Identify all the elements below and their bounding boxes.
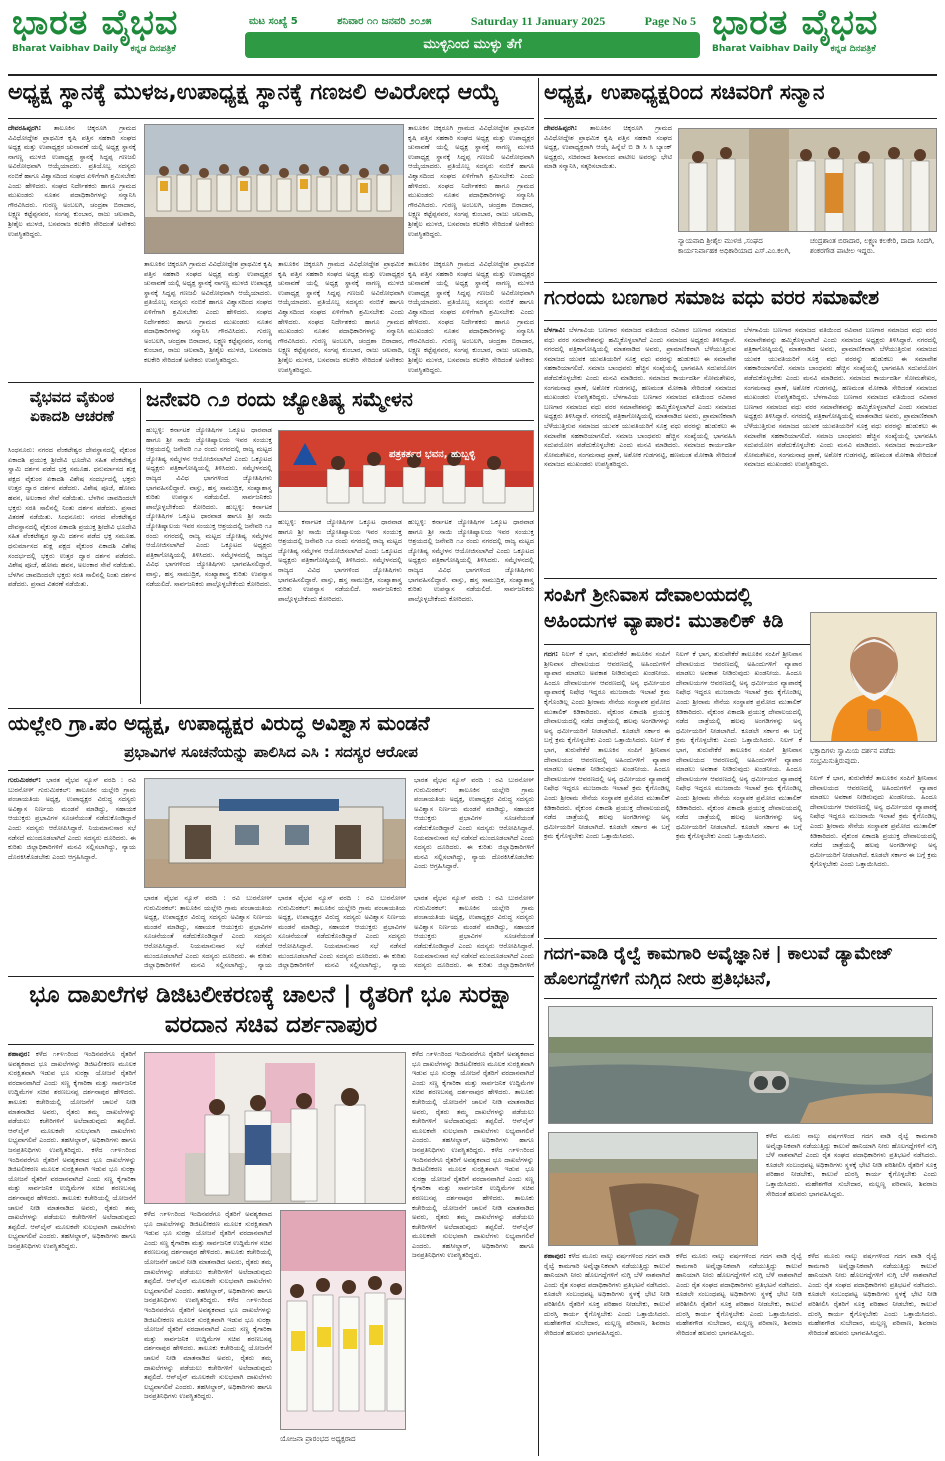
headline-rule: [146, 420, 534, 421]
issue-row: [245, 10, 700, 32]
felicitation-photo: [678, 128, 937, 232]
headline-rule: [8, 118, 534, 119]
headline-rule: [544, 320, 937, 321]
page-number: Page No 5: [644, 13, 696, 28]
body-column-3: [408, 124, 534, 254]
body-text: ಕಳೆದ ಮೂರು ನಾಲ್ಕು ವರ್ಷಗಳಿಂದ ಗದಗ ವಾಡಿ ರೈಲ್ವೆ ಕಾಮಗಾರಿ ಅವೈಜ್ಞಾನಿಕವಾಗಿ ನಡೆಯುತ್ತಿದ್ದು ಕಾಲುವೆ ಹಾನಿಯಾಗಿ ನೀರು ಹೊಲಗದ್ದೆಗಳಿಗೆ ನುಗ್ಗಿ ಬೆಳೆ ನಾಶವಾಗಿದೆ ಎಂದು ರೈತ ಸಂಘದ ಪದಾಧಿಕಾರಿಗಳು ಪ್ರತಿಭಟನೆ ನಡೆಸಿದರು. ಕೂಡಲೇ ಸಂಬಂಧಪಟ್ಟ ಅಧಿಕಾರಿಗಳು ಸ್ಥಳಕ್ಕೆ ಭೇಟಿ ನೀಡಿ ಪರಿಶೀಲಿಸಿ ರೈತರಿಗೆ ಸೂಕ್ತ ಪರಿಹಾರ ನೀಡಬೇಕು, ಕಾಲುವೆ ದುರಸ್ತಿ ಕಾರ್ಯ ಕೈಗೊಳ್ಳಬೇಕು ಎಂದು ಒತ್ತಾಯಿಸಿದರು. ಮಹೇಶಗೌಡ ಸುಬೇದಾರ, ಮಲ್ಲಣ್ಣ ಪರಿವಾಣ, ಶಿವರಾಜ ಸೇರಿದಂತೆ ಹಲವರು ಭಾಗವಹಿಸಿದ್ದರು.: [808, 1252, 937, 1337]
body-column-1: [8, 1050, 136, 1452]
body-column-2: [676, 650, 802, 930]
body-column-1: [544, 326, 736, 572]
body-column-2b: [278, 894, 406, 972]
body-column-3: [414, 776, 534, 888]
body-column: [544, 124, 672, 274]
masthead: [0, 0, 945, 72]
body-column-right-top: [766, 1132, 937, 1246]
body-text: ಕಳೆದ ೧೯೪೧ರಿಂದ ಇಂದಿನವರೆಗೂ ರೈತರಿಗೆ ಅವಶ್ಯಕವಾದ ಭೂ ದಾಖಲೆಗಳನ್ನು ಡಿಜಿಟಲೀಕರಣ ಮೂಲಕ ಸುರಕ್ಷಿತವಾಗಿ ಇಡುವ ಭೂ ಸುರಕ್ಷಾ ಯೋಜನೆ ರೈತರಿಗೆ ವರದಾನವಾಗಿದೆ ಎಂದು ಸಣ್ಣ ಕೈಗಾರಿಕಾ ಮತ್ತು ಸಾರ್ವಜನಿಕ ಉದ್ದಿಮೆಗಳ ಸಚಿವ ಶರಣಬಸಪ್ಪ ದರ್ಶನಾಪುರ ಹೇಳಿದರು. ತಾಲೂಕು ಕಚೇರಿಯಲ್ಲಿ ಯೋಜನೆಗೆ ಚಾಲನೆ ನೀಡಿ ಮಾತನಾಡಿದ ಅವರು, ರೈತರು ತಮ್ಮ ದಾಖಲೆಗಳನ್ನು ಪಡೆಯಲು ಕಚೇರಿಗಳಿಗೆ ಅಲೆದಾಡುವುದು ತಪ್ಪಲಿದೆ. ಆನ್‌ಲೈನ್ ಮೂಲಕವೇ ಸುಲಭವಾಗಿ ದಾಖಲೆಗಳು ಲಭ್ಯವಾಗಲಿವೆ ಎಂದರು. ತಹಸೀಲ್ದಾರ್, ಅಧಿಕಾರಿಗಳು ಹಾಗೂ ಜನಪ್ರತಿನಿಧಿಗಳು ಉಪಸ್ಥಿತರಿದ್ದರು.: [144, 1296, 272, 1401]
launch-illustration-1: [145, 1053, 406, 1204]
body-text: ಹುಬ್ಬಳ್ಳಿ: ಕರ್ನಾಟಕ ಜ್ಯೋತಿಷಿಗಳ ಒಕ್ಕೂಟ ಧಾರವಾಡ ಹಾಗೂ ಶ್ರೀ ಸಾಯಿ ಜ್ಯೋತಿಷ್ಯಾಲಯ ಇವರ ಸಂಯುಕ್ತ ಆಶ್ರಯದಲ್ಲಿ ಜನೇವರಿ ೧೨ ರಂದು ನಗರದಲ್ಲಿ ರಾಜ್ಯ ಮಟ್ಟದ ಜ್ಯೋತಿಷ್ಯ ಸಮ್ಮೇಳನ ಆಯೋಜಿಸಲಾಗಿದೆ ಎಂದು ಒಕ್ಕೂಟದ ಅಧ್ಯಕ್ಷರು ಪತ್ರಿಕಾಗೋಷ್ಠಿಯಲ್ಲಿ ತಿಳಿಸಿದರು. ಸಮ್ಮೇಳನದಲ್ಲಿ ರಾಜ್ಯದ ವಿವಿಧ ಭಾಗಗಳಿಂದ ಜ್ಯೋತಿಷಿಗಳು ಭಾಗವಹಿಸಲಿದ್ದಾರೆ. ವಾಸ್ತು, ಹಸ್ತ ಸಾಮುದ್ರಿಕ, ಸಂಖ್ಯಾಶಾಸ್ತ್ರ ಕುರಿತು ಉಪನ್ಯಾಸ ನಡೆಯಲಿದೆ. ಸಾರ್ವಜನಿಕರು ಪಾಲ್ಗೊಳ್ಳಬೇಕೆಂದು ಕೋರಿದರು.: [408, 518, 534, 603]
body-column-2a: [144, 894, 272, 972]
section-rule: [8, 382, 534, 383]
body-text: ಸಿಂಧನೂರು: ನಗರದ ವೆಂಕಟೇಶ್ವರ ದೇವಸ್ಥಾನದಲ್ಲಿ ವೈಕುಂಠ ಏಕಾದಶಿ ಪ್ರಯುಕ್ತ ಶ್ರೀದೇವಿ ಭೂದೇವಿ ಸಹಿತ ವೆಂಕಟೇಶ್ವರ ಸ್ವಾಮಿ ದರ್ಶನ ಪಡೆದ ಭಕ್ತ ಸಮೂಹ. ಧನುರ್ಮಾಸದ ಶುಕ್ಲ ಪಕ್ಷದ ವೈಕುಂಠ ಏಕಾದಶಿ ವಿಶೇಷ ಸಂದರ್ಭದಲ್ಲಿ ಭಕ್ತರು ಉತ್ತರ ದ್ವಾರ ದರ್ಶನ ಪಡೆದರು. ವಿಶೇಷ ಪೂಜೆ, ಹೋಮ ಹವನ, ಅಲಂಕಾರ ಸೇವೆ ನಡೆಯಿತು. ಬೆಳಗಿನ ಜಾವದಿಂದಲೇ ಭಕ್ತರು ಸರತಿ ಸಾಲಿನಲ್ಲಿ ನಿಂತು ದರ್ಶನ ಪಡೆದರು. ಪ್ರಸಾದ ವಿತರಣೆ ನಡೆಯಿತು.: [8, 513, 136, 589]
launch-illustration-2: [281, 1211, 406, 1430]
portrait-illustration: [811, 613, 937, 742]
logo-title: ಭಾರತ ವೈಭವ: [712, 2, 879, 43]
body-text: ತಾಲೂಕಿನ ಚಿಕ್ಕರೂಗಿ ಗ್ರಾಮದ ವಿವಿಧೋದ್ದೇಶ ಪ್ರಾಥಮಿಕ ಕೃಷಿ ಪತ್ತಿನ ಸಹಕಾರಿ ಸಂಘದ ಅಧ್ಯಕ್ಷ ಮತ್ತು ಉಪಾಧ್ಯಕ್ಷರ ಚುನಾವಣೆ ಯಲ್ಲಿ ಅಧ್ಯಕ್ಷ ಸ್ಥಾನಕ್ಕೆ ನಾಗಣ್ಣ ಮುಳಜಿ ಉಪಾಧ್ಯಕ್ಷ ಸ್ಥಾನಕ್ಕೆ ಸಿದ್ದಪ್ಪ ಗಣಜಲಿ ಅವಿರೋಧವಾಗಿ ಆಯ್ಕೆಯಾದರು. ಪ್ರತಿಯೊಬ್ಬ ಸದಸ್ಯರು ನಂಬಿಕೆ ಹಾಗೂ ವಿಶ್ವಾಸದಿಂದ ಸಂಘದ ಏಳಿಗೆಗಾಗಿ ಶ್ರಮಿಸಬೇಕು ಎಂದು ಹೇಳಿದರು. ಸಂಘದ ನಿರ್ದೇಶಕರು ಹಾಗೂ ಗ್ರಾಮದ ಮುಖಂಡರು ನೂತನ ಪದಾಧಿಕಾರಿಗಳನ್ನು ಸನ್ಮಾನಿಸಿ ಗೌರವಿಸಿದರು. ಗುರಣ್ಣ ಅಂಬಲಗಿ, ಚಂದ್ರಶಾ ಬಿರಾದಾರ, ಲಕ್ಷ್ಮಣ ಕಟ್ಟೆಪ್ಪನವರ, ಸಂಗಪ್ಪ ಕುಂಬಾರ, ರಾಜು ಚಲವಾದಿ, ಶ್ರೀಶೈಲ ಮುಳಜಿ, ಬಸವರಾಜ ಕಲಕೇರಿ ಸೇರಿದಂತೆ ಅನೇಕರು ಉಪಸ್ಥಿತರಿದ್ದರು.: [408, 260, 534, 374]
article-muthalik-statement: [544, 582, 937, 934]
dateline: ದೇವರಹಿಪ್ಪರಗಿ:: [8, 124, 42, 132]
body-column-2: [278, 518, 402, 702]
panchayat-building-photo: [144, 778, 406, 888]
photo-caption-right: ಚಂದ್ರಶಾಂತ ಬಿರಾದಾರ, ಲಕ್ಷ್ಮಣ ಕಲಕೇರಿ, ದಾದಾ ಸಿಂದಗಿ, ಶಂಕರಗೌಡ ಪಾಟೀಲ ಇದ್ದರು.: [810, 237, 935, 255]
column-divider: [538, 940, 539, 1456]
body-column: [8, 446, 136, 702]
body-column-3b: [414, 894, 534, 972]
dateline: ಗದಗ:: [544, 650, 559, 658]
flood-photo-2: [548, 1132, 758, 1246]
flood-illustration-2: [549, 1133, 758, 1246]
headline: ವೈಭವದ ವೈಕುಂಠ ಏಕಾದಶಿ ಆಚರಣೆ: [29, 388, 115, 425]
body-column-3: [408, 518, 534, 702]
article-matrimony-meet: [544, 286, 937, 576]
body-text: ಭಾರತ ವೈಭವ ನ್ಯೂಸ್ ವರದಿ : ರವಿ ಬುರನೋಳ್ ಗುರುಮಿಠಕಲ್: ತಾಲೂಕಿನ ಯಲ್ಲೇರಿ ಗ್ರಾಮ ಪಂಚಾಯತಿಯ ಅಧ್ಯಕ್ಷ, ಉಪಾಧ್ಯಕ್ಷರ ವಿರುದ್ಧ ಸದಸ್ಯರು ಅವಿಶ್ವಾಸ ನಿರ್ಣಯ ಮಂಡನೆ ಮಾಡಿದ್ದು, ಸಹಾಯಕ ಆಯುಕ್ತರು ಪ್ರಭಾವಿಗಳ ಸೂಚನೆಯಂತೆ ನಡೆದುಕೊಂಡಿದ್ದಾರೆ ಎಂದು ಸದಸ್ಯರು ಆರೋಪಿಸಿದ್ದಾರೆ. ನಿಯಮಾನುಸಾರ ಸಭೆ ನಡೆಸದೆ ಮುಂದೂಡಲಾಗಿದೆ ಎಂದು ಸದಸ್ಯರು ದೂರಿದರು. ಈ ಕುರಿತು ಜಿಲ್ಲಾಧಿಕಾರಿಗಳಿಗೆ ಮನವಿ ಸಲ್ಲಿಸಲಾಗಿದ್ದು, ನ್ಯಾಯ ದೊರಕಿಸಿಕೊಡಬೇಕು ಎಂದು ಆಗ್ರಹಿಸಿದ್ದಾರೆ.: [8, 776, 136, 861]
body-text: ನಿಲಗ್ ಕೆ ಭಾಗ, ತುರುವೇಕೆರೆ ತಾಲೂಕಿನ ಸಂಪಿಗೆ ಶ್ರೀನಿವಾಸ ದೇವಾಲಯದ ಆವರಣದಲ್ಲಿ ಅಹಿಂದುಗಳಿಗೆ ವ್ಯಾಪಾರ ಮಾಡಲು ಅವಕಾಶ ನೀಡಿರುವುದು ಖಂಡನೀಯ. ಹಿಂದೂ ದೇವಾಲಯಗಳ ಆವರಣದಲ್ಲಿ ಅನ್ಯ ಧರ್ಮೀಯರ ವ್ಯಾಪಾರಕ್ಕೆ ನಿಷೇಧ ಇದ್ದರೂ ಮುಜರಾಯಿ ಇಲಾಖೆ ಕ್ರಮ ಕೈಗೊಂಡಿಲ್ಲ ಎಂದು ಶ್ರೀರಾಮ ಸೇನೆಯ ಸಂಸ್ಥಾಪಕ ಪ್ರಮೋದ ಮುತಾಲಿಕ್ ಕಿಡಿಕಾರಿದರು. ವೈಕುಂಠ ಏಕಾದಶಿ ಪ್ರಯುಕ್ತ ದೇವಾಲಯದಲ್ಲಿ ನಡೆದ ಜಾತ್ರೆಯಲ್ಲಿ ಹಲವು ಅಂಗಡಿಗಳನ್ನು ಅನ್ಯ ಧರ್ಮೀಯರಿಗೆ ನೀಡಲಾಗಿದೆ. ಕೂಡಲೇ ಸರ್ಕಾರ ಈ ಬಗ್ಗೆ ಕ್ರಮ ಕೈಗೊಳ್ಳಬೇಕು ಎಂದು ಒತ್ತಾಯಿಸಿದರು.: [544, 650, 670, 745]
felicitation-illustration: [679, 129, 937, 232]
body-text: ಕಳೆದ ೧೯೪೧ರಿಂದ ಇಂದಿನವರೆಗೂ ರೈತರಿಗೆ ಅವಶ್ಯಕವಾದ ಭೂ ದಾಖಲೆಗಳನ್ನು ಡಿಜಿಟಲೀಕರಣ ಮೂಲಕ ಸುರಕ್ಷಿತವಾಗಿ ಇಡುವ ಭೂ ಸುರಕ್ಷಾ ಯೋಜನೆ ರೈತರಿಗೆ ವರದಾನವಾಗಿದೆ ಎಂದು ಸಣ್ಣ ಕೈಗಾರಿಕಾ ಮತ್ತು ಸಾರ್ವಜನಿಕ ಉದ್ದಿಮೆಗಳ ಸಚಿವ ಶರಣಬಸಪ್ಪ ದರ್ಶನಾಪುರ ಹೇಳಿದರು. ತಾಲೂಕು ಕಚೇರಿಯಲ್ಲಿ ಯೋಜನೆಗೆ ಚಾಲನೆ ನೀಡಿ ಮಾತನಾಡಿದ ಅವರು, ರೈತರು ತಮ್ಮ ದಾಖಲೆಗಳನ್ನು ಪಡೆಯಲು ಕಚೇರಿಗಳಿಗೆ ಅಲೆದಾಡುವುದು ತಪ್ಪಲಿದೆ. ಆನ್‌ಲೈನ್ ಮೂಲಕವೇ ಸುಲಭವಾಗಿ ದಾಖಲೆಗಳು ಲಭ್ಯವಾಗಲಿವೆ ಎಂದರು. ತಹಸೀಲ್ದಾರ್, ಅಧಿಕಾರಿಗಳು ಹಾಗೂ ಜನಪ್ರತಿನಿಧಿಗಳು ಉಪಸ್ಥಿತರಿದ್ದರು.: [412, 1050, 534, 1154]
body-column-2a: [144, 260, 272, 376]
group-photo-illustration: [145, 125, 404, 254]
body-text: ತಾಲೂಕಿನ ಚಿಕ್ಕರೂಗಿ ಗ್ರಾಮದ ವಿವಿಧೋದ್ದೇಶ ಪ್ರಾಥಮಿಕ ಕೃಷಿ ಪತ್ತಿನ ಸಹಕಾರಿ ಸಂಘದ ಅಧ್ಯಕ್ಷ ಮತ್ತು ಉಪಾಧ್ಯಕ್ಷರ ಚುನಾವಣೆ ಯಲ್ಲಿ ಅಧ್ಯಕ್ಷ ಸ್ಥಾನಕ್ಕೆ ನಾಗಣ್ಣ ಮುಳಜಿ ಉಪಾಧ್ಯಕ್ಷ ಸ್ಥಾನಕ್ಕೆ ಸಿದ್ದಪ್ಪ ಗಣಜಲಿ ಅವಿರೋಧವಾಗಿ ಆಯ್ಕೆಯಾದರು. ಪ್ರತಿಯೊಬ್ಬ ಸದಸ್ಯರು ನಂಬಿಕೆ ಹಾಗೂ ವಿಶ್ವಾಸದಿಂದ ಸಂಘದ ಏಳಿಗೆಗಾಗಿ ಶ್ರಮಿಸಬೇಕು ಎಂದು ಹೇಳಿದರು. ಸಂಘದ ನಿರ್ದೇಶಕರು ಹಾಗೂ ಗ್ರಾಮದ ಮುಖಂಡರು ನೂತನ ಪದಾಧಿಕಾರಿಗಳನ್ನು ಸನ್ಮಾನಿಸಿ ಗೌರವಿಸಿದರು. ಗುರಣ್ಣ ಅಂಬಲಗಿ, ಚಂದ್ರಶಾ ಬಿರಾದಾರ, ಲಕ್ಷ್ಮಣ ಕಟ್ಟೆಪ್ಪನವರ, ಸಂಗಪ್ಪ ಕುಂಬಾರ, ರಾಜು ಚಲವಾದಿ, ಶ್ರೀಶೈಲ ಮುಳಜಿ, ಬಸವರಾಜ ಕಲಕೇರಿ ಸೇರಿದಂತೆ ಅನೇಕರು ಉಪಸ್ಥಿತರಿದ್ದರು.: [278, 260, 404, 374]
body-text: ತಾಲೂಕಿನ ಚಿಕ್ಕರೂಗಿ ಗ್ರಾಮದ ವಿವಿಧೋದ್ದೇಶ ಪ್ರಾಥಮಿಕ ಕೃಷಿ ಪತ್ತಿನ ಸಹಕಾರಿ ಸಂಘದ ಅಧ್ಯಕ್ಷ, ಉಪಾಧ್ಯಕ್ಷರಾಗಿ ಆಯ್ಕೆ ಹಿನ್ನೆಲೆ ಬಿ ಡಿ ಸಿ ಸಿ ಬ್ಯಾಂಕ್ ಅಧ್ಯಕ್ಷರು, ಸಚಿವರಾದ ಶಿವಾನಂದ ಪಾಟೀಲ ಅವರನ್ನು ಭೇಟಿ ಮಾಡಿ ಸನ್ಮಾನಿಸಿ, ಸತ್ಕರಿಸಲಾಯಿತು.: [544, 124, 672, 171]
flood-illustration-1: [549, 1007, 933, 1124]
headline: ಗದಗ-ವಾಡಿ ರೈಲ್ವೆ ಕಾಮಗಾರಿ ಅವೈಜ್ಞಾನಿಕ | ಕಾಲುವೆ ಡ್ಯಾಮೇಜ್ ಹೊಲಗದ್ದೆಗಳಿಗೆ ನುಗ್ಗಿದ ನೀರು ಪ್ರತಿಭಟನೆ,: [544, 944, 894, 989]
headline: ಭೂ ದಾಖಲೆಗಳ ಡಿಜಿಟಲೀಕರಣಕ್ಕೆ ಚಾಲನೆ | ರೈತರಿಗೆ ಭೂ ಸುರಕ್ಷಾ ವರದಾನ ಸಚಿವ ದರ್ಶನಾಪುರ: [29, 982, 513, 1038]
body-text: ತಾಲೂಕಿನ ಚಿಕ್ಕರೂಗಿ ಗ್ರಾಮದ ವಿವಿಧೋದ್ದೇಶ ಪ್ರಾಥಮಿಕ ಕೃಷಿ ಪತ್ತಿನ ಸಹಕಾರಿ ಸಂಘದ ಅಧ್ಯಕ್ಷ ಮತ್ತು ಉಪಾಧ್ಯಕ್ಷರ ಚುನಾವಣೆ ಯಲ್ಲಿ ಅಧ್ಯಕ್ಷ ಸ್ಥಾನಕ್ಕೆ ನಾಗಣ್ಣ ಮುಳಜಿ ಉಪಾಧ್ಯಕ್ಷ ಸ್ಥಾನಕ್ಕೆ ಸಿದ್ದಪ್ಪ ಗಣಜಲಿ ಅವಿರೋಧವಾಗಿ ಆಯ್ಕೆಯಾದರು. ಪ್ರತಿಯೊಬ್ಬ ಸದಸ್ಯರು ನಂಬಿಕೆ ಹಾಗೂ ವಿಶ್ವಾಸದಿಂದ ಸಂಘದ ಏಳಿಗೆಗಾಗಿ ಶ್ರಮಿಸಬೇಕು ಎಂದು ಹೇಳಿದರು. ಸಂಘದ ನಿರ್ದೇಶಕರು ಹಾಗೂ ಗ್ರಾಮದ ಮುಖಂಡರು ನೂತನ ಪದಾಧಿಕಾರಿಗಳನ್ನು ಸನ್ಮಾನಿಸಿ ಗೌರವಿಸಿದರು. ಗುರಣ್ಣ ಅಂಬಲಗಿ, ಚಂದ್ರಶಾ ಬಿರಾದಾರ, ಲಕ್ಷ್ಮಣ ಕಟ್ಟೆಪ್ಪನವರ, ಸಂಗಪ್ಪ ಕುಂಬಾರ, ರಾಜು ಚಲವಾದಿ, ಶ್ರೀಶೈಲ ಮುಳಜಿ, ಬಸವರಾಜ ಕಲಕೇರಿ ಸೇರಿದಂತೆ ಅನೇಕರು ಉಪಸ್ಥಿತರಿದ್ದರು.: [8, 124, 136, 238]
section-rule: [8, 708, 534, 709]
photo-caption: ಭಕ್ತಾದಿಗಳು ಸ್ವಾಮಿಯ ದರ್ಶನ ಪಡೆದು ಸಂಭ್ರಮಿಸುತ್ತಿರುವುದು.: [810, 747, 896, 765]
logo-subtitle: [712, 44, 927, 54]
body-column-3b: [408, 260, 534, 376]
column-divider: [140, 388, 141, 704]
body-column-2: [144, 1210, 272, 1452]
dateline: ಗುರುಮಿಠಕಲ್:: [8, 776, 42, 784]
logo-sub-kn: ಕನ್ನಡ ದಿನಪತ್ರಿಕೆ: [130, 44, 176, 54]
body-column-3: [412, 1050, 534, 1452]
photo-banner-text: ಪತ್ರಕರ್ತರ ಭವನ, ಹುಬ್ಬಳ್ಳಿ: [389, 449, 476, 460]
body-text: ನಿಲಗ್ ಕೆ ಭಾಗ, ತುರುವೇಕೆರೆ ತಾಲೂಕಿನ ಸಂಪಿಗೆ ಶ್ರೀನಿವಾಸ ದೇವಾಲಯದ ಆವರಣದಲ್ಲಿ ಅಹಿಂದುಗಳಿಗೆ ವ್ಯಾಪಾರ ಮಾಡಲು ಅವಕಾಶ ನೀಡಿರುವುದು ಖಂಡನೀಯ. ಹಿಂದೂ ದೇವಾಲಯಗಳ ಆವರಣದಲ್ಲಿ ಅನ್ಯ ಧರ್ಮೀಯರ ವ್ಯಾಪಾರಕ್ಕೆ ನಿಷೇಧ ಇದ್ದರೂ ಮುಜರಾಯಿ ಇಲಾಖೆ ಕ್ರಮ ಕೈಗೊಂಡಿಲ್ಲ ಎಂದು ಶ್ರೀರಾಮ ಸೇನೆಯ ಸಂಸ್ಥಾಪಕ ಪ್ರಮೋದ ಮುತಾಲಿಕ್ ಕಿಡಿಕಾರಿದರು. ವೈಕುಂಠ ಏಕಾದಶಿ ಪ್ರಯುಕ್ತ ದೇವಾಲಯದಲ್ಲಿ ನಡೆದ ಜಾತ್ರೆಯಲ್ಲಿ ಹಲವು ಅಂಗಡಿಗಳನ್ನು ಅನ್ಯ ಧರ್ಮೀಯರಿಗೆ ನೀಡಲಾಗಿದೆ. ಕೂಡಲೇ ಸರ್ಕಾರ ಈ ಬಗ್ಗೆ ಕ್ರಮ ಕೈಗೊಳ್ಳಬೇಕು ಎಂದು ಒತ್ತಾಯಿಸಿದರು.: [544, 736, 670, 841]
muthalik-photo: [810, 612, 937, 742]
launch-photo-2: [280, 1210, 406, 1430]
body-text: ಕಳೆದ ಮೂರು ನಾಲ್ಕು ವರ್ಷಗಳಿಂದ ಗದಗ ವಾಡಿ ರೈಲ್ವೆ ಕಾಮಗಾರಿ ಅವೈಜ್ಞಾನಿಕವಾಗಿ ನಡೆಯುತ್ತಿದ್ದು ಕಾಲುವೆ ಹಾನಿಯಾಗಿ ನೀರು ಹೊಲಗದ್ದೆಗಳಿಗೆ ನುಗ್ಗಿ ಬೆಳೆ ನಾಶವಾಗಿದೆ ಎಂದು ರೈತ ಸಂಘದ ಪದಾಧಿಕಾರಿಗಳು ಪ್ರತಿಭಟನೆ ನಡೆಸಿದರು. ಕೂಡಲೇ ಸಂಬಂಧಪಟ್ಟ ಅಧಿಕಾರಿಗಳು ಸ್ಥಳಕ್ಕೆ ಭೇಟಿ ನೀಡಿ ಪರಿಶೀಲಿಸಿ ರೈತರಿಗೆ ಸೂಕ್ತ ಪರಿಹಾರ ನೀಡಬೇಕು, ಕಾಲುವೆ ದುರಸ್ತಿ ಕಾರ್ಯ ಕೈಗೊಳ್ಳಬೇಕು ಎಂದು ಒತ್ತಾಯಿಸಿದರು. ಮಹೇಶಗೌಡ ಸುಬೇದಾರ, ಮಲ್ಲಣ್ಣ ಪರಿವಾಣ, ಶಿವರಾಜ ಸೇರಿದಂತೆ ಹಲವರು ಭಾಗವಹಿಸಿದ್ದರು.: [676, 1252, 802, 1337]
body-column-3: [808, 1252, 937, 1452]
issue-band: [245, 10, 700, 68]
section-rule: [8, 976, 534, 977]
section-rule: [544, 282, 937, 283]
masthead-rule: [8, 74, 937, 76]
issue-number: ಮಟ ಸಂಖ್ಯೆ 5: [249, 15, 298, 27]
body-text: ಬೆಳಗಾವಿಯ ಬಣಗಾರ ಸಮಾಜದ ವತಿಯಿಂದ ರವಿವಾರ ಬಣಗಾರ ಸಮಾಜದ ವಧು ವರರ ಸಮಾವೇಶವನ್ನು ಹಮ್ಮಿಕೊಳ್ಳಲಾಗಿದೆ ಎಂದು ಸಮಾಜದ ಅಧ್ಯಕ್ಷರು ತಿಳಿಸಿದ್ದಾರೆ. ನಗರದಲ್ಲಿ ಪತ್ರಿಕಾಗೋಷ್ಠಿಯಲ್ಲಿ ಮಾತನಾಡಿದ ಅವರು, ಪ್ರಾಮಾಣಿಕವಾಗಿ ಬೆಳೆಯುತ್ತಿರುವ ಸಮಾಜದ ಯುವಕ ಯುವತಿಯರಿಗೆ ಸೂಕ್ತ ವಧು ವರರನ್ನು ಹುಡುಕಲು ಈ ಸಮಾವೇಶ ಸಹಕಾರಿಯಾಗಲಿದೆ. ಸಮಾಜ ಬಾಂಧವರು ಹೆಚ್ಚಿನ ಸಂಖ್ಯೆಯಲ್ಲಿ ಭಾಗವಹಿಸಿ ಸದುಪಯೋಗ ಪಡೆದುಕೊಳ್ಳಬೇಕು ಎಂದು ಮನವಿ ಮಾಡಿದರು. ಸಮಾಜದ ಕಾರ್ಯದರ್ಶಿ ಸೋಮಶೇಖರ, ಸಂಗಮನಾಥ ಪ್ರಾಣೆ, ಅಶೋಕ ಗುಡಗನಟ್ಟಿ, ಹಣಮಂತ ಮೋಕಾಶಿ ಸೇರಿದಂತೆ ಸಮಾಜದ ಮುಖಂಡರು ಉಪಸ್ಥಿತರಿದ್ದರು.: [744, 393, 937, 469]
logo-title: ಭಾರತ ವೈಭವ: [12, 2, 179, 43]
body-column-2b: [278, 260, 404, 376]
body-text: ಕಳೆದ ಮೂರು ನಾಲ್ಕು ವರ್ಷಗಳಿಂದ ಗದಗ ವಾಡಿ ರೈಲ್ವೆ ಕಾಮಗಾರಿ ಅವೈಜ್ಞಾನಿಕವಾಗಿ ನಡೆಯುತ್ತಿದ್ದು ಕಾಲುವೆ ಹಾನಿಯಾಗಿ ನೀರು ಹೊಲಗದ್ದೆಗಳಿಗೆ ನುಗ್ಗಿ ಬೆಳೆ ನಾಶವಾಗಿದೆ ಎಂದು ರೈತ ಸಂಘದ ಪದಾಧಿಕಾರಿಗಳು ಪ್ರತಿಭಟನೆ ನಡೆಸಿದರು. ಕೂಡಲೇ ಸಂಬಂಧಪಟ್ಟ ಅಧಿಕಾರಿಗಳು ಸ್ಥಳಕ್ಕೆ ಭೇಟಿ ನೀಡಿ ಪರಿಶೀಲಿಸಿ ರೈತರಿಗೆ ಸೂಕ್ತ ಪರಿಹಾರ ನೀಡಬೇಕು, ಕಾಲುವೆ ದುರಸ್ತಿ ಕಾರ್ಯ ಕೈಗೊಳ್ಳಬೇಕು ಎಂದು ಒತ್ತಾಯಿಸಿದರು. ಮಹೇಶಗೌಡ ಸುಬೇದಾರ, ಮಲ್ಲಣ್ಣ ಪರಿವಾಣ, ಶಿವರಾಜ ಸೇರಿದಂತೆ ಹಲವರು ಭಾಗವಹಿಸಿದ್ದರು.: [544, 1252, 670, 1337]
logo-sub-kn: ಕನ್ನಡ ದಿನಪತ್ರಿಕೆ: [830, 44, 876, 54]
article-vaikuntha-ekadashi: [8, 388, 136, 706]
subheadline: ಪ್ರಭಾವಿಗಳ ಸೂಚನೆಯನ್ನು ಪಾಲಿಸಿದ ಎಸಿ : ಸದಸ್ಯರ ಆರೋಪ: [124, 744, 418, 761]
body-text: ಕಳೆದ ೧೯೪೧ರಿಂದ ಇಂದಿನವರೆಗೂ ರೈತರಿಗೆ ಅವಶ್ಯಕವಾದ ಭೂ ದಾಖಲೆಗಳನ್ನು ಡಿಜಿಟಲೀಕರಣ ಮೂಲಕ ಸುರಕ್ಷಿತವಾಗಿ ಇಡುವ ಭೂ ಸುರಕ್ಷಾ ಯೋಜನೆ ರೈತರಿಗೆ ವರದಾನವಾಗಿದೆ ಎಂದು ಸಣ್ಣ ಕೈಗಾರಿಕಾ ಮತ್ತು ಸಾರ್ವಜನಿಕ ಉದ್ದಿಮೆಗಳ ಸಚಿವ ಶರಣಬಸಪ್ಪ ದರ್ಶನಾಪುರ ಹೇಳಿದರು. ತಾಲೂಕು ಕಚೇರಿಯಲ್ಲಿ ಯೋಜನೆಗೆ ಚಾಲನೆ ನೀಡಿ ಮಾತನಾಡಿದ ಅವರು, ರೈತರು ತಮ್ಮ ದಾಖಲೆಗಳನ್ನು ಪಡೆಯಲು ಕಚೇರಿಗಳಿಗೆ ಅಲೆದಾಡುವುದು ತಪ್ಪಲಿದೆ. ಆನ್‌ಲೈನ್ ಮೂಲಕವೇ ಸುಲಭವಾಗಿ ದಾಖಲೆಗಳು ಲಭ್ಯವಾಗಲಿವೆ ಎಂದರು. ತಹಸೀಲ್ದಾರ್, ಅಧಿಕಾರಿಗಳು ಹಾಗೂ ಜನಪ್ರತಿನಿಧಿಗಳು ಉಪಸ್ಥಿತರಿದ್ದರು.: [8, 1145, 136, 1250]
headline: ಗ೧ರಂದು ಬಣಗಾರ ಸಮಾಜ ವಧು ವರರ ಸಮಾವೇಶ: [544, 286, 880, 309]
tagline: ಮುಳ್ಳಿನಿಂದ ಮುಳ್ಳು ತೆಗೆ: [245, 32, 700, 58]
headline-rule: [8, 1044, 534, 1045]
body-column-2: [744, 326, 937, 572]
body-text: ಭಾರತ ವೈಭವ ನ್ಯೂಸ್ ವರದಿ : ರವಿ ಬುರನೋಳ್ ಗುರುಮಿಠಕಲ್: ತಾಲೂಕಿನ ಯಲ್ಲೇರಿ ಗ್ರಾಮ ಪಂಚಾಯತಿಯ ಅಧ್ಯಕ್ಷ, ಉಪಾಧ್ಯಕ್ಷರ ವಿರುದ್ಧ ಸದಸ್ಯರು ಅವಿಶ್ವಾಸ ನಿರ್ಣಯ ಮಂಡನೆ ಮಾಡಿದ್ದು, ಸಹಾಯಕ ಆಯುಕ್ತರು ಪ್ರಭಾವಿಗಳ ಸೂಚನೆಯಂತೆ ನಡೆದುಕೊಂಡಿದ್ದಾರೆ ಎಂದು ಸದಸ್ಯರು ಆರೋಪಿಸಿದ್ದಾರೆ. ನಿಯಮಾನುಸಾರ ಸಭೆ ನಡೆಸದೆ ಮುಂದೂಡಲಾಗಿದೆ ಎಂದು ಸದಸ್ಯರು ದೂರಿದರು. ಈ ಕುರಿತು ಜಿಲ್ಲಾಧಿಕಾರಿಗಳಿಗೆ ಮನವಿ ಸಲ್ಲಿಸಲಾಗಿದ್ದು, ನ್ಯಾಯ ದೊರಕಿಸಿಕೊಡಬೇಕು ಎಂದು ಆಗ್ರಹಿಸಿದ್ದಾರೆ.: [414, 776, 534, 871]
press-meet-photo: [278, 430, 534, 512]
article-president-election: [8, 80, 534, 380]
article-minister-felicitation: [544, 80, 937, 280]
headline: ಅಧ್ಯಕ್ಷ ಸ್ಥಾನಕ್ಕೆ ಮುಳಜ,ಉಪಾಧ್ಯಕ್ಷ ಸ್ಥಾನಕ್ಕೆ ಗಣಜಲಿ ಅವಿರೋಧ ಆಯ್ಕೆ: [8, 80, 499, 105]
logo-sub-en: Bharat Vaibhav Daily: [712, 44, 819, 54]
body-text: ಕಳೆದ ೧೯೪೧ರಿಂದ ಇಂದಿನವರೆಗೂ ರೈತರಿಗೆ ಅವಶ್ಯಕವಾದ ಭೂ ದಾಖಲೆಗಳನ್ನು ಡಿಜಿಟಲೀಕರಣ ಮೂಲಕ ಸುರಕ್ಷಿತವಾಗಿ ಇಡುವ ಭೂ ಸುರಕ್ಷಾ ಯೋಜನೆ ರೈತರಿಗೆ ವರದಾನವಾಗಿದೆ ಎಂದು ಸಣ್ಣ ಕೈಗಾರಿಕಾ ಮತ್ತು ಸಾರ್ವಜನಿಕ ಉದ್ದಿಮೆಗಳ ಸಚಿವ ಶರಣಬಸಪ್ಪ ದರ್ಶನಾಪುರ ಹೇಳಿದರು. ತಾಲೂಕು ಕಚೇರಿಯಲ್ಲಿ ಯೋಜನೆಗೆ ಚಾಲನೆ ನೀಡಿ ಮಾತನಾಡಿದ ಅವರು, ರೈತರು ತಮ್ಮ ದಾಖಲೆಗಳನ್ನು ಪಡೆಯಲು ಕಚೇರಿಗಳಿಗೆ ಅಲೆದಾಡುವುದು ತಪ್ಪಲಿದೆ. ಆನ್‌ಲೈನ್ ಮೂಲಕವೇ ಸುಲಭವಾಗಿ ದಾಖಲೆಗಳು ಲಭ್ಯವಾಗಲಿವೆ ಎಂದರು. ತಹಸೀಲ್ದಾರ್, ಅಧಿಕಾರಿಗಳು ಹಾಗೂ ಜನಪ್ರತಿನಿಧಿಗಳು ಉಪಸ್ಥಿತರಿದ್ದರು.: [144, 1210, 272, 1305]
body-text: ಭಾರತ ವೈಭವ ನ್ಯೂಸ್ ವರದಿ : ರವಿ ಬುರನೋಳ್ ಗುರುಮಿಠಕಲ್: ತಾಲೂಕಿನ ಯಲ್ಲೇರಿ ಗ್ರಾಮ ಪಂಚಾಯತಿಯ ಅಧ್ಯಕ್ಷ, ಉಪಾಧ್ಯಕ್ಷರ ವಿರುದ್ಧ ಸದಸ್ಯರು ಅವಿಶ್ವಾಸ ನಿರ್ಣಯ ಮಂಡನೆ ಮಾಡಿದ್ದು, ಸಹಾಯಕ ಆಯುಕ್ತರು ಪ್ರಭಾವಿಗಳ ಸೂಚನೆಯಂತೆ ನಡೆದುಕೊಂಡಿದ್ದಾರೆ ಎಂದು ಸದಸ್ಯರು ಆರೋಪಿಸಿದ್ದಾರೆ. ನಿಯಮಾನುಸಾರ ಸಭೆ ನಡೆಸದೆ ಮುಂದೂಡಲಾಗಿದೆ ಎಂದು ಸದಸ್ಯರು ದೂರಿದರು. ಈ ಕುರಿತು ಜಿಲ್ಲಾಧಿಕಾರಿಗಳಿಗೆ ಮನವಿ ಸಲ್ಲಿಸಲಾಗಿದ್ದು, ನ್ಯಾಯ: [278, 894, 406, 970]
body-text: ಸಿಂಧನೂರು: ನಗರದ ವೆಂಕಟೇಶ್ವರ ದೇವಸ್ಥಾನದಲ್ಲಿ ವೈಕುಂಠ ಏಕಾದಶಿ ಪ್ರಯುಕ್ತ ಶ್ರೀದೇವಿ ಭೂದೇವಿ ಸಹಿತ ವೆಂಕಟೇಶ್ವರ ಸ್ವಾಮಿ ದರ್ಶನ ಪಡೆದ ಭಕ್ತ ಸಮೂಹ. ಧನುರ್ಮಾಸದ ಶುಕ್ಲ ಪಕ್ಷದ ವೈಕುಂಠ ಏಕಾದಶಿ ವಿಶೇಷ ಸಂದರ್ಭದಲ್ಲಿ ಭಕ್ತರು ಉತ್ತರ ದ್ವಾರ ದರ್ಶನ ಪಡೆದರು. ವಿಶೇಷ ಪೂಜೆ, ಹೋಮ ಹವನ, ಅಲಂಕಾರ ಸೇವೆ ನಡೆಯಿತು. ಬೆಳಗಿನ ಜಾವದಿಂದಲೇ ಭಕ್ತರು ಸರತಿ ಸಾಲಿನಲ್ಲಿ ನಿಂತು ದರ್ಶನ ಪಡೆದರು. ಪ್ರಸಾದ ವಿತರಣೆ ನಡೆಯಿತು.: [8, 446, 136, 522]
body-text: ನಿಲಗ್ ಕೆ ಭಾಗ, ತುರುವೇಕೆರೆ ತಾಲೂಕಿನ ಸಂಪಿಗೆ ಶ್ರೀನಿವಾಸ ದೇವಾಲಯದ ಆವರಣದಲ್ಲಿ ಅಹಿಂದುಗಳಿಗೆ ವ್ಯಾಪಾರ ಮಾಡಲು ಅವಕಾಶ ನೀಡಿರುವುದು ಖಂಡನೀಯ. ಹಿಂದೂ ದೇವಾಲಯಗಳ ಆವರಣದಲ್ಲಿ ಅನ್ಯ ಧರ್ಮೀಯರ ವ್ಯಾಪಾರಕ್ಕೆ ನಿಷೇಧ ಇದ್ದರೂ ಮುಜರಾಯಿ ಇಲಾಖೆ ಕ್ರಮ ಕೈಗೊಂಡಿಲ್ಲ ಎಂದು ಶ್ರೀರಾಮ ಸೇನೆಯ ಸಂಸ್ಥಾಪಕ ಪ್ರಮೋದ ಮುತಾಲಿಕ್ ಕಿಡಿಕಾರಿದರು. ವೈಕುಂಠ ಏಕಾದಶಿ ಪ್ರಯುಕ್ತ ದೇವಾಲಯದಲ್ಲಿ ನಡೆದ ಜಾತ್ರೆಯಲ್ಲಿ ಹಲವು ಅಂಗಡಿಗಳನ್ನು ಅನ್ಯ ಧರ್ಮೀಯರಿಗೆ ನೀಡಲಾಗಿದೆ. ಕೂಡಲೇ ಸರ್ಕಾರ ಈ ಬಗ್ಗೆ ಕ್ರಮ ಕೈಗೊಳ್ಳಬೇಕು ಎಂದು ಒತ್ತಾಯಿಸಿದರು.: [676, 736, 802, 841]
body-column-2: [676, 1252, 802, 1452]
headline: ಸಂಪಿಗೆ ಶ್ರೀನಿವಾಸ ದೇವಾಲಯದಲ್ಲಿ ಅಹಿಂದುಗಳ ವ್ಯಾಪಾರ: ಮುತಾಲಿಕ್ ಕಿಡಿ: [544, 584, 784, 632]
body-text: ತಾಲೂಕಿನ ಚಿಕ್ಕರೂಗಿ ಗ್ರಾಮದ ವಿವಿಧೋದ್ದೇಶ ಪ್ರಾಥಮಿಕ ಕೃಷಿ ಪತ್ತಿನ ಸಹಕಾರಿ ಸಂಘದ ಅಧ್ಯಕ್ಷ ಮತ್ತು ಉಪಾಧ್ಯಕ್ಷರ ಚುನಾವಣೆ ಯಲ್ಲಿ ಅಧ್ಯಕ್ಷ ಸ್ಥಾನಕ್ಕೆ ನಾಗಣ್ಣ ಮುಳಜಿ ಉಪಾಧ್ಯಕ್ಷ ಸ್ಥಾನಕ್ಕೆ ಸಿದ್ದಪ್ಪ ಗಣಜಲಿ ಅವಿರೋಧವಾಗಿ ಆಯ್ಕೆಯಾದರು. ಪ್ರತಿಯೊಬ್ಬ ಸದಸ್ಯರು ನಂಬಿಕೆ ಹಾಗೂ ವಿಶ್ವಾಸದಿಂದ ಸಂಘದ ಏಳಿಗೆಗಾಗಿ ಶ್ರಮಿಸಬೇಕು ಎಂದು ಹೇಳಿದರು. ಸಂಘದ ನಿರ್ದೇಶಕರು ಹಾಗೂ ಗ್ರಾಮದ ಮುಖಂಡರು ನೂತನ ಪದಾಧಿಕಾರಿಗಳನ್ನು ಸನ್ಮಾನಿಸಿ ಗೌರವಿಸಿದರು. ಗುರಣ್ಣ ಅಂಬಲಗಿ, ಚಂದ್ರಶಾ ಬಿರಾದಾರ, ಲಕ್ಷ್ಮಣ ಕಟ್ಟೆಪ್ಪನವರ, ಸಂಗಪ್ಪ ಕುಂಬಾರ, ರಾಜು ಚಲವಾದಿ, ಶ್ರೀಶೈಲ ಮುಳಜಿ, ಬಸವರಾಜ ಕಲಕೇರಿ ಸೇರಿದಂತೆ ಅನೇಕರು ಉಪಸ್ಥಿತರಿದ್ದರು.: [144, 260, 272, 364]
body-column-1: [146, 426, 272, 702]
article-astrology-conference: [146, 388, 534, 706]
article-railway-canal-damage: [544, 942, 937, 1456]
headline: ಜನೇವರಿ ೧೨ ರಂದು ಜ್ಯೋತಿಷ್ಯ ಸಮ್ಮೇಳನ: [146, 388, 413, 411]
logo-subtitle: [12, 44, 227, 54]
headline-rule: [544, 118, 937, 119]
article-land-records-digitization: [8, 980, 534, 1456]
dateline: ಶಹಾಪುರ:: [544, 1252, 567, 1260]
body-text: ಬೆಳಗಾವಿಯ ಬಣಗಾರ ಸಮಾಜದ ವತಿಯಿಂದ ರವಿವಾರ ಬಣಗಾರ ಸಮಾಜದ ವಧು ವರರ ಸಮಾವೇಶವನ್ನು ಹಮ್ಮಿಕೊಳ್ಳಲಾಗಿದೆ ಎಂದು ಸಮಾಜದ ಅಧ್ಯಕ್ಷರು ತಿಳಿಸಿದ್ದಾರೆ. ನಗರದಲ್ಲಿ ಪತ್ರಿಕಾಗೋಷ್ಠಿಯಲ್ಲಿ ಮಾತನಾಡಿದ ಅವರು, ಪ್ರಾಮಾಣಿಕವಾಗಿ ಬೆಳೆಯುತ್ತಿರುವ ಸಮಾಜದ ಯುವಕ ಯುವತಿಯರಿಗೆ ಸೂಕ್ತ ವಧು ವರರನ್ನು ಹುಡುಕಲು ಈ ಸಮಾವೇಶ ಸಹಕಾರಿಯಾಗಲಿದೆ. ಸಮಾಜ ಬಾಂಧವರು ಹೆಚ್ಚಿನ ಸಂಖ್ಯೆಯಲ್ಲಿ ಭಾಗವಹಿಸಿ ಸದುಪಯೋಗ ಪಡೆದುಕೊಳ್ಳಬೇಕು ಎಂದು ಮನವಿ ಮಾಡಿದರು. ಸಮಾಜದ ಕಾರ್ಯದರ್ಶಿ ಸೋಮಶೇಖರ, ಸಂಗಮನಾಥ ಪ್ರಾಣೆ, ಅಶೋಕ ಗುಡಗನಟ್ಟಿ, ಹಣಮಂತ ಮೋಕಾಶಿ ಸೇರಿದಂತೆ ಸಮಾಜದ ಮುಖಂಡರು ಉಪಸ್ಥಿತರಿದ್ದರು.: [544, 393, 736, 469]
photo-caption-left: ನ್ಯಾಯವಾದಿ ಶ್ರೀಶೈಲ ಮುಳಜಿ ,ಸಂಘದ ಕಾರ್ಯನಿರ್ವಾಹಕ ಅಧಿಕಾರಿಯಾದ ಎಸ್.ಎಂ.ಕಲಗಿ,: [678, 237, 791, 255]
body-text: ತಾಲೂಕಿನ ಚಿಕ್ಕರೂಗಿ ಗ್ರಾಮದ ವಿವಿಧೋದ್ದೇಶ ಪ್ರಾಥಮಿಕ ಕೃಷಿ ಪತ್ತಿನ ಸಹಕಾರಿ ಸಂಘದ ಅಧ್ಯಕ್ಷ ಮತ್ತು ಉಪಾಧ್ಯಕ್ಷರ ಚುನಾವಣೆ ಯಲ್ಲಿ ಅಧ್ಯಕ್ಷ ಸ್ಥಾನಕ್ಕೆ ನಾಗಣ್ಣ ಮುಳಜಿ ಉಪಾಧ್ಯಕ್ಷ ಸ್ಥಾನಕ್ಕೆ ಸಿದ್ದಪ್ಪ ಗಣಜಲಿ ಅವಿರೋಧವಾಗಿ ಆಯ್ಕೆಯಾದರು. ಪ್ರತಿಯೊಬ್ಬ ಸದಸ್ಯರು ನಂಬಿಕೆ ಹಾಗೂ ವಿಶ್ವಾಸದಿಂದ ಸಂಘದ ಏಳಿಗೆಗಾಗಿ ಶ್ರಮಿಸಬೇಕು ಎಂದು ಹೇಳಿದರು. ಸಂಘದ ನಿರ್ದೇಶಕರು ಹಾಗೂ ಗ್ರಾಮದ ಮುಖಂಡರು ನೂತನ ಪದಾಧಿಕಾರಿಗಳನ್ನು ಸನ್ಮಾನಿಸಿ ಗೌರವಿಸಿದರು. ಗುರಣ್ಣ ಅಂಬಲಗಿ, ಚಂದ್ರಶಾ ಬಿರಾದಾರ, ಲಕ್ಷ್ಮಣ ಕಟ್ಟೆಪ್ಪನವರ, ಸಂಗಪ್ಪ ಕುಂಬಾರ, ರಾಜು ಚಲವಾದಿ, ಶ್ರೀಶೈಲ ಮುಳಜಿ, ಬಸವರಾಜ ಕಲಕೇರಿ ಸೇರಿದಂತೆ ಅನೇಕರು ಉಪಸ್ಥಿತರಿದ್ದರು.: [408, 124, 534, 238]
group-photo: [144, 124, 404, 254]
photo-caption: ಯೋಜನಾ ಪ್ರಾರಂಭದ ಅಧ್ಯಕ್ಷರಾದ: [280, 1435, 356, 1443]
body-text: ಕಳೆದ ೧೯೪೧ರಿಂದ ಇಂದಿನವರೆಗೂ ರೈತರಿಗೆ ಅವಶ್ಯಕವಾದ ಭೂ ದಾಖಲೆಗಳನ್ನು ಡಿಜಿಟಲೀಕರಣ ಮೂಲಕ ಸುರಕ್ಷಿತವಾಗಿ ಇಡುವ ಭೂ ಸುರಕ್ಷಾ ಯೋಜನೆ ರೈತರಿಗೆ ವರದಾನವಾಗಿದೆ ಎಂದು ಸಣ್ಣ ಕೈಗಾರಿಕಾ ಮತ್ತು ಸಾರ್ವಜನಿಕ ಉದ್ದಿಮೆಗಳ ಸಚಿವ ಶರಣಬಸಪ್ಪ ದರ್ಶನಾಪುರ ಹೇಳಿದರು. ತಾಲೂಕು ಕಚೇರಿಯಲ್ಲಿ ಯೋಜನೆಗೆ ಚಾಲನೆ ನೀಡಿ ಮಾತನಾಡಿದ ಅವರು, ರೈತರು ತಮ್ಮ ದಾಖಲೆಗಳನ್ನು ಪಡೆಯಲು ಕಚೇರಿಗಳಿಗೆ ಅಲೆದಾಡುವುದು ತಪ್ಪಲಿದೆ. ಆನ್‌ಲೈನ್ ಮೂಲಕವೇ ಸುಲಭವಾಗಿ ದಾಖಲೆಗಳು ಲಭ್ಯವಾಗಲಿವೆ ಎಂದರು. ತಹಸೀಲ್ದಾರ್, ಅಧಿಕಾರಿಗಳು ಹಾಗೂ ಜನಪ್ರತಿನಿಧಿಗಳು ಉಪಸ್ಥಿತರಿದ್ದರು.: [412, 1145, 534, 1260]
headline: ಯಲ್ಲೇರಿ ಗ್ರಾ.ಪಂ ಅಧ್ಯಕ್ಷ, ಉಪಾಧ್ಯಕ್ಷರ ವಿರುದ್ಧ ಅವಿಶ್ವಾಸ ಮಂಡನೆ: [8, 712, 430, 735]
headline-rule: [544, 998, 937, 999]
article-no-confidence-motion: [8, 712, 534, 974]
body-text: ಹುಬ್ಬಳ್ಳಿ: ಕರ್ನಾಟಕ ಜ್ಯೋತಿಷಿಗಳ ಒಕ್ಕೂಟ ಧಾರವಾಡ ಹಾಗೂ ಶ್ರೀ ಸಾಯಿ ಜ್ಯೋತಿಷ್ಯಾಲಯ ಇವರ ಸಂಯುಕ್ತ ಆಶ್ರಯದಲ್ಲಿ ಜನೇವರಿ ೧೨ ರಂದು ನಗರದಲ್ಲಿ ರಾಜ್ಯ ಮಟ್ಟದ ಜ್ಯೋತಿಷ್ಯ ಸಮ್ಮೇಳನ ಆಯೋಜಿಸಲಾಗಿದೆ ಎಂದು ಒಕ್ಕೂಟದ ಅಧ್ಯಕ್ಷರು ಪತ್ರಿಕಾಗೋಷ್ಠಿಯಲ್ಲಿ ತಿಳಿಸಿದರು. ಸಮ್ಮೇಳನದಲ್ಲಿ ರಾಜ್ಯದ ವಿವಿಧ ಭಾಗಗಳಿಂದ ಜ್ಯೋತಿಷಿಗಳು ಭಾಗವಹಿಸಲಿದ್ದಾರೆ. ವಾಸ್ತು, ಹಸ್ತ ಸಾಮುದ್ರಿಕ, ಸಂಖ್ಯಾಶಾಸ್ತ್ರ ಕುರಿತು ಉಪನ್ಯಾಸ ನಡೆಯಲಿದೆ. ಸಾರ್ವಜನಿಕರು ಪಾಲ್ಗೊಳ್ಳಬೇಕೆಂದು ಕೋರಿದರು.: [146, 426, 272, 511]
body-column-1: [8, 124, 136, 376]
flood-photo-1: [548, 1006, 933, 1124]
column-divider: [538, 78, 539, 938]
headline-rule: [8, 770, 534, 771]
body-column-3: [810, 774, 937, 930]
body-column-1: [8, 776, 136, 972]
body-text: ನಿಲಗ್ ಕೆ ಭಾಗ, ತುರುವೇಕೆರೆ ತಾಲೂಕಿನ ಸಂಪಿಗೆ ಶ್ರೀನಿವಾಸ ದೇವಾಲಯದ ಆವರಣದಲ್ಲಿ ಅಹಿಂದುಗಳಿಗೆ ವ್ಯಾಪಾರ ಮಾಡಲು ಅವಕಾಶ ನೀಡಿರುವುದು ಖಂಡನೀಯ. ಹಿಂದೂ ದೇವಾಲಯಗಳ ಆವರಣದಲ್ಲಿ ಅನ್ಯ ಧರ್ಮೀಯರ ವ್ಯಾಪಾರಕ್ಕೆ ನಿಷೇಧ ಇದ್ದರೂ ಮುಜರಾಯಿ ಇಲಾಖೆ ಕ್ರಮ ಕೈಗೊಂಡಿಲ್ಲ ಎಂದು ಶ್ರೀರಾಮ ಸೇನೆಯ ಸಂಸ್ಥಾಪಕ ಪ್ರಮೋದ ಮುತಾಲಿಕ್ ಕಿಡಿಕಾರಿದರು. ವೈಕುಂಠ ಏಕಾದಶಿ ಪ್ರಯುಕ್ತ ದೇವಾಲಯದಲ್ಲಿ ನಡೆದ ಜಾತ್ರೆಯಲ್ಲಿ ಹಲವು ಅಂಗಡಿಗಳನ್ನು ಅನ್ಯ ಧರ್ಮೀಯರಿಗೆ ನೀಡಲಾಗಿದೆ. ಕೂಡಲೇ ಸರ್ಕಾರ ಈ ಬಗ್ಗೆ ಕ್ರಮ ಕೈಗೊಳ್ಳಬೇಕು ಎಂದು ಒತ್ತಾಯಿಸಿದರು.: [810, 774, 937, 869]
body-text: ಕಳೆದ ಮೂರು ನಾಲ್ಕು ವರ್ಷಗಳಿಂದ ಗದಗ ವಾಡಿ ರೈಲ್ವೆ ಕಾಮಗಾರಿ ಅವೈಜ್ಞಾನಿಕವಾಗಿ ನಡೆಯುತ್ತಿದ್ದು ಕಾಲುವೆ ಹಾನಿಯಾಗಿ ನೀರು ಹೊಲಗದ್ದೆಗಳಿಗೆ ನುಗ್ಗಿ ಬೆಳೆ ನಾಶವಾಗಿದೆ ಎಂದು ರೈತ ಸಂಘದ ಪದಾಧಿಕಾರಿಗಳು ಪ್ರತಿಭಟನೆ ನಡೆಸಿದರು. ಕೂಡಲೇ ಸಂಬಂಧಪಟ್ಟ ಅಧಿಕಾರಿಗಳು ಸ್ಥಳಕ್ಕೆ ಭೇಟಿ ನೀಡಿ ಪರಿಶೀಲಿಸಿ ರೈತರಿಗೆ ಸೂಕ್ತ ಪರಿಹಾರ ನೀಡಬೇಕು, ಕಾಲುವೆ ದುರಸ್ತಿ ಕಾರ್ಯ ಕೈಗೊಳ್ಳಬೇಕು ಎಂದು ಒತ್ತಾಯಿಸಿದರು. ಮಹೇಶಗೌಡ ಸುಬೇದಾರ, ಮಲ್ಲಣ್ಣ ಪರಿವಾಣ, ಶಿವರಾಜ ಸೇರಿದಂತೆ ಹಲವರು ಭಾಗವಹಿಸಿದ್ದರು.: [766, 1132, 937, 1198]
body-text: ಕಳೆದ ೧೯೪೧ರಿಂದ ಇಂದಿನವರೆಗೂ ರೈತರಿಗೆ ಅವಶ್ಯಕವಾದ ಭೂ ದಾಖಲೆಗಳನ್ನು ಡಿಜಿಟಲೀಕರಣ ಮೂಲಕ ಸುರಕ್ಷಿತವಾಗಿ ಇಡುವ ಭೂ ಸುರಕ್ಷಾ ಯೋಜನೆ ರೈತರಿಗೆ ವರದಾನವಾಗಿದೆ ಎಂದು ಸಣ್ಣ ಕೈಗಾರಿಕಾ ಮತ್ತು ಸಾರ್ವಜನಿಕ ಉದ್ದಿಮೆಗಳ ಸಚಿವ ಶರಣಬಸಪ್ಪ ದರ್ಶನಾಪುರ ಹೇಳಿದರು. ತಾಲೂಕು ಕಚೇರಿಯಲ್ಲಿ ಯೋಜನೆಗೆ ಚಾಲನೆ ನೀಡಿ ಮಾತನಾಡಿದ ಅವರು, ರೈತರು ತಮ್ಮ ದಾಖಲೆಗಳನ್ನು ಪಡೆಯಲು ಕಚೇರಿಗಳಿಗೆ ಅಲೆದಾಡುವುದು ತಪ್ಪಲಿದೆ. ಆನ್‌ಲೈನ್ ಮೂಲಕವೇ ಸುಲಭವಾಗಿ ದಾಖಲೆಗಳು ಲಭ್ಯವಾಗಲಿವೆ ಎಂದರು. ತಹಸೀಲ್ದಾರ್, ಅಧಿಕಾರಿಗಳು ಹಾಗೂ ಜನಪ್ರತಿನಿಧಿಗಳು ಉಪಸ್ಥಿತರಿದ್ದರು.: [8, 1050, 136, 1154]
body-text: ಹುಬ್ಬಳ್ಳಿ: ಕರ್ನಾಟಕ ಜ್ಯೋತಿಷಿಗಳ ಒಕ್ಕೂಟ ಧಾರವಾಡ ಹಾಗೂ ಶ್ರೀ ಸಾಯಿ ಜ್ಯೋತಿಷ್ಯಾಲಯ ಇವರ ಸಂಯುಕ್ತ ಆಶ್ರಯದಲ್ಲಿ ಜನೇವರಿ ೧೨ ರಂದು ನಗರದಲ್ಲಿ ರಾಜ್ಯ ಮಟ್ಟದ ಜ್ಯೋತಿಷ್ಯ ಸಮ್ಮೇಳನ ಆಯೋಜಿಸಲಾಗಿದೆ ಎಂದು ಒಕ್ಕೂಟದ ಅಧ್ಯಕ್ಷರು ಪತ್ರಿಕಾಗೋಷ್ಠಿಯಲ್ಲಿ ತಿಳಿಸಿದರು. ಸಮ್ಮೇಳನದಲ್ಲಿ ರಾಜ್ಯದ ವಿವಿಧ ಭಾಗಗಳಿಂದ ಜ್ಯೋತಿಷಿಗಳು ಭಾಗವಹಿಸಲಿದ್ದಾರೆ. ವಾಸ್ತು, ಹಸ್ತ ಸಾಮುದ್ರಿಕ, ಸಂಖ್ಯಾಶಾಸ್ತ್ರ ಕುರಿತು ಉಪನ್ಯಾಸ ನಡೆಯಲಿದೆ. ಸಾರ್ವಜನಿಕರು ಪಾಲ್ಗೊಳ್ಳಬೇಕೆಂದು ಕೋರಿದರು.: [146, 502, 272, 588]
body-text: ಹುಬ್ಬಳ್ಳಿ: ಕರ್ನಾಟಕ ಜ್ಯೋತಿಷಿಗಳ ಒಕ್ಕೂಟ ಧಾರವಾಡ ಹಾಗೂ ಶ್ರೀ ಸಾಯಿ ಜ್ಯೋತಿಷ್ಯಾಲಯ ಇವರ ಸಂಯುಕ್ತ ಆಶ್ರಯದಲ್ಲಿ ಜನೇವರಿ ೧೨ ರಂದು ನಗರದಲ್ಲಿ ರಾಜ್ಯ ಮಟ್ಟದ ಜ್ಯೋತಿಷ್ಯ ಸಮ್ಮೇಳನ ಆಯೋಜಿಸಲಾಗಿದೆ ಎಂದು ಒಕ್ಕೂಟದ ಅಧ್ಯಕ್ಷರು ಪತ್ರಿಕಾಗೋಷ್ಠಿಯಲ್ಲಿ ತಿಳಿಸಿದರು. ಸಮ್ಮೇಳನದಲ್ಲಿ ರಾಜ್ಯದ ವಿವಿಧ ಭಾಗಗಳಿಂದ ಜ್ಯೋತಿಷಿಗಳು ಭಾಗವಹಿಸಲಿದ್ದಾರೆ. ವಾಸ್ತು, ಹಸ್ತ ಸಾಮುದ್ರಿಕ, ಸಂಖ್ಯಾಶಾಸ್ತ್ರ ಕುರಿತು ಉಪನ್ಯಾಸ ನಡೆಯಲಿದೆ. ಸಾರ್ವಜನಿಕರು ಪಾಲ್ಗೊಳ್ಳಬೇಕೆಂದು ಕೋರಿದರು.: [278, 518, 402, 603]
section-rule: [544, 938, 937, 939]
launch-photo-1: [144, 1052, 406, 1204]
body-text: ಭಾರತ ವೈಭವ ನ್ಯೂಸ್ ವರದಿ : ರವಿ ಬುರನೋಳ್ ಗುರುಮಿಠಕಲ್: ತಾಲೂಕಿನ ಯಲ್ಲೇರಿ ಗ್ರಾಮ ಪಂಚಾಯತಿಯ ಅಧ್ಯಕ್ಷ, ಉಪಾಧ್ಯಕ್ಷರ ವಿರುದ್ಧ ಸದಸ್ಯರು ಅವಿಶ್ವಾಸ ನಿರ್ಣಯ ಮಂಡನೆ ಮಾಡಿದ್ದು, ಸಹಾಯಕ ಆಯುಕ್ತರು ಪ್ರಭಾವಿಗಳ ಸೂಚನೆಯಂತೆ ನಡೆದುಕೊಂಡಿದ್ದಾರೆ ಎಂದು ಸದಸ್ಯರು ಆರೋಪಿಸಿದ್ದಾರೆ. ನಿಯಮಾನುಸಾರ ಸಭೆ ನಡೆಸದೆ ಮುಂದೂಡಲಾಗಿದೆ ಎಂದು ಸದಸ್ಯರು ದೂರಿದರು. ಈ ಕುರಿತು ಜಿಲ್ಲಾಧಿಕಾರಿಗಳಿಗೆ ಮನವಿ ಸಲ್ಲಿಸಲಾಗಿದ್ದು, ನ್ಯಾಯ: [144, 894, 272, 970]
dateline: ಶಹಾಪುರ:: [8, 1050, 31, 1058]
dateline: ದೇವರಹಿಪ್ಪರಗಿ:: [544, 124, 578, 132]
section-rule: [544, 578, 937, 579]
building-illustration: [145, 779, 406, 888]
body-text: ಭಾರತ ವೈಭವ ನ್ಯೂಸ್ ವರದಿ : ರವಿ ಬುರನೋಳ್ ಗುರುಮಿಠಕಲ್: ತಾಲೂಕಿನ ಯಲ್ಲೇರಿ ಗ್ರಾಮ ಪಂಚಾಯತಿಯ ಅಧ್ಯಕ್ಷ, ಉಪಾಧ್ಯಕ್ಷರ ವಿರುದ್ಧ ಸದಸ್ಯರು ಅವಿಶ್ವಾಸ ನಿರ್ಣಯ ಮಂಡನೆ ಮಾಡಿದ್ದು, ಸಹಾಯಕ ಆಯುಕ್ತರು ಪ್ರಭಾವಿಗಳ ಸೂಚನೆಯಂತೆ ನಡೆದುಕೊಂಡಿದ್ದಾರೆ ಎಂದು ಸದಸ್ಯರು ಆರೋಪಿಸಿದ್ದಾರೆ. ನಿಯಮಾನುಸಾರ ಸಭೆ ನಡೆಸದೆ ಮುಂದೂಡಲಾಗಿದೆ ಎಂದು ಸದಸ್ಯರು ದೂರಿದರು. ಈ ಕುರಿತು ಜಿಲ್ಲಾಧಿಕಾರಿಗಳಿಗೆ: [414, 894, 534, 970]
body-text: ನಿಲಗ್ ಕೆ ಭಾಗ, ತುರುವೇಕೆರೆ ತಾಲೂಕಿನ ಸಂಪಿಗೆ ಶ್ರೀನಿವಾಸ ದೇವಾಲಯದ ಆವರಣದಲ್ಲಿ ಅಹಿಂದುಗಳಿಗೆ ವ್ಯಾಪಾರ ಮಾಡಲು ಅವಕಾಶ ನೀಡಿರುವುದು ಖಂಡನೀಯ. ಹಿಂದೂ ದೇವಾಲಯಗಳ ಆವರಣದಲ್ಲಿ ಅನ್ಯ ಧರ್ಮೀಯರ ವ್ಯಾಪಾರಕ್ಕೆ ನಿಷೇಧ ಇದ್ದರೂ ಮುಜರಾಯಿ ಇಲಾಖೆ ಕ್ರಮ ಕೈಗೊಂಡಿಲ್ಲ ಎಂದು ಶ್ರೀರಾಮ ಸೇನೆಯ ಸಂಸ್ಥಾಪಕ ಪ್ರಮೋದ ಮುತಾಲಿಕ್ ಕಿಡಿಕಾರಿದರು. ವೈಕುಂಠ ಏಕಾದಶಿ ಪ್ರಯುಕ್ತ ದೇವಾಲಯದಲ್ಲಿ ನಡೆದ ಜಾತ್ರೆಯಲ್ಲಿ ಹಲವು ಅಂಗಡಿಗಳನ್ನು ಅನ್ಯ ಧರ್ಮೀಯರಿಗೆ ನೀಡಲಾಗಿದೆ. ಕೂಡಲೇ ಸರ್ಕಾರ ಈ ಬಗ್ಗೆ ಕ್ರಮ ಕೈಗೊಳ್ಳಬೇಕು ಎಂದು ಒತ್ತಾಯಿಸಿದರು.: [676, 650, 802, 745]
body-text: ಬೆಳಗಾವಿಯ ಬಣಗಾರ ಸಮಾಜದ ವತಿಯಿಂದ ರವಿವಾರ ಬಣಗಾರ ಸಮಾಜದ ವಧು ವರರ ಸಮಾವೇಶವನ್ನು ಹಮ್ಮಿಕೊಳ್ಳಲಾಗಿದೆ ಎಂದು ಸಮಾಜದ ಅಧ್ಯಕ್ಷರು ತಿಳಿಸಿದ್ದಾರೆ. ನಗರದಲ್ಲಿ ಪತ್ರಿಕಾಗೋಷ್ಠಿಯಲ್ಲಿ ಮಾತನಾಡಿದ ಅವರು, ಪ್ರಾಮಾಣಿಕವಾಗಿ ಬೆಳೆಯುತ್ತಿರುವ ಸಮಾಜದ ಯುವಕ ಯುವತಿಯರಿಗೆ ಸೂಕ್ತ ವಧು ವರರನ್ನು ಹುಡುಕಲು ಈ ಸಮಾವೇಶ ಸಹಕಾರಿಯಾಗಲಿದೆ. ಸಮಾಜ ಬಾಂಧವರು ಹೆಚ್ಚಿನ ಸಂಖ್ಯೆಯಲ್ಲಿ ಭಾಗವಹಿಸಿ ಸದುಪಯೋಗ ಪಡೆದುಕೊಳ್ಳಬೇಕು ಎಂದು ಮನವಿ ಮಾಡಿದರು. ಸಮಾಜದ ಕಾರ್ಯದರ್ಶಿ ಸೋಮಶೇಖರ, ಸಂಗಮನಾಥ ಪ್ರಾಣೆ, ಅಶೋಕ ಗುಡಗನಟ್ಟಿ, ಹಣಮಂತ ಮೋಕಾಶಿ ಸೇರಿದಂತೆ ಸಮಾಜದ ಮುಖಂಡರು ಉಪಸ್ಥಿತರಿದ್ದರು.: [744, 326, 937, 402]
date-kannada: ಶನಿವಾರ ೧೧ ಜನವರಿ ೨೦೨೫: [337, 15, 432, 27]
body-text: ಬೆಳಗಾವಿಯ ಬಣಗಾರ ಸಮಾಜದ ವತಿಯಿಂದ ರವಿವಾರ ಬಣಗಾರ ಸಮಾಜದ ವಧು ವರರ ಸಮಾವೇಶವನ್ನು ಹಮ್ಮಿಕೊಳ್ಳಲಾಗಿದೆ ಎಂದು ಸಮಾಜದ ಅಧ್ಯಕ್ಷರು ತಿಳಿಸಿದ್ದಾರೆ. ನಗರದಲ್ಲಿ ಪತ್ರಿಕಾಗೋಷ್ಠಿಯಲ್ಲಿ ಮಾತನಾಡಿದ ಅವರು, ಪ್ರಾಮಾಣಿಕವಾಗಿ ಬೆಳೆಯುತ್ತಿರುವ ಸಮಾಜದ ಯುವಕ ಯುವತಿಯರಿಗೆ ಸೂಕ್ತ ವಧು ವರರನ್ನು ಹುಡುಕಲು ಈ ಸಮಾವೇಶ ಸಹಕಾರಿಯಾಗಲಿದೆ. ಸಮಾಜ ಬಾಂಧವರು ಹೆಚ್ಚಿನ ಸಂಖ್ಯೆಯಲ್ಲಿ ಭಾಗವಹಿಸಿ ಸದುಪಯೋಗ ಪಡೆದುಕೊಳ್ಳಬೇಕು ಎಂದು ಮನವಿ ಮಾಡಿದರು. ಸಮಾಜದ ಕಾರ್ಯದರ್ಶಿ ಸೋಮಶೇಖರ, ಸಂಗಮನಾಥ ಪ್ರಾಣೆ, ಅಶೋಕ ಗುಡಗನಟ್ಟಿ, ಹಣಮಂತ ಮೋಕಾಶಿ ಸೇರಿದಂತೆ ಸಮಾಜದ ಮುಖಂಡರು ಉಪಸ್ಥಿತರಿದ್ದರು.: [544, 326, 736, 402]
logo-sub-en: Bharat Vaibhav Daily: [12, 44, 119, 54]
headline: ಅಧ್ಯಕ್ಷ, ಉಪಾಧ್ಯಕ್ಷರಿಂದ ಸಚಿವರಿಗೆ ಸನ್ಮಾನ: [544, 80, 825, 104]
body-column-1: [544, 650, 670, 930]
logo-left: [12, 2, 227, 68]
date-english: Saturday 11 January 2025: [470, 13, 606, 28]
logo-right: [712, 2, 927, 68]
body-column-1: [544, 1252, 670, 1452]
dateline: ಬೆಳಗಾವಿ:: [544, 326, 566, 334]
press-meet-illustration: [279, 431, 534, 512]
